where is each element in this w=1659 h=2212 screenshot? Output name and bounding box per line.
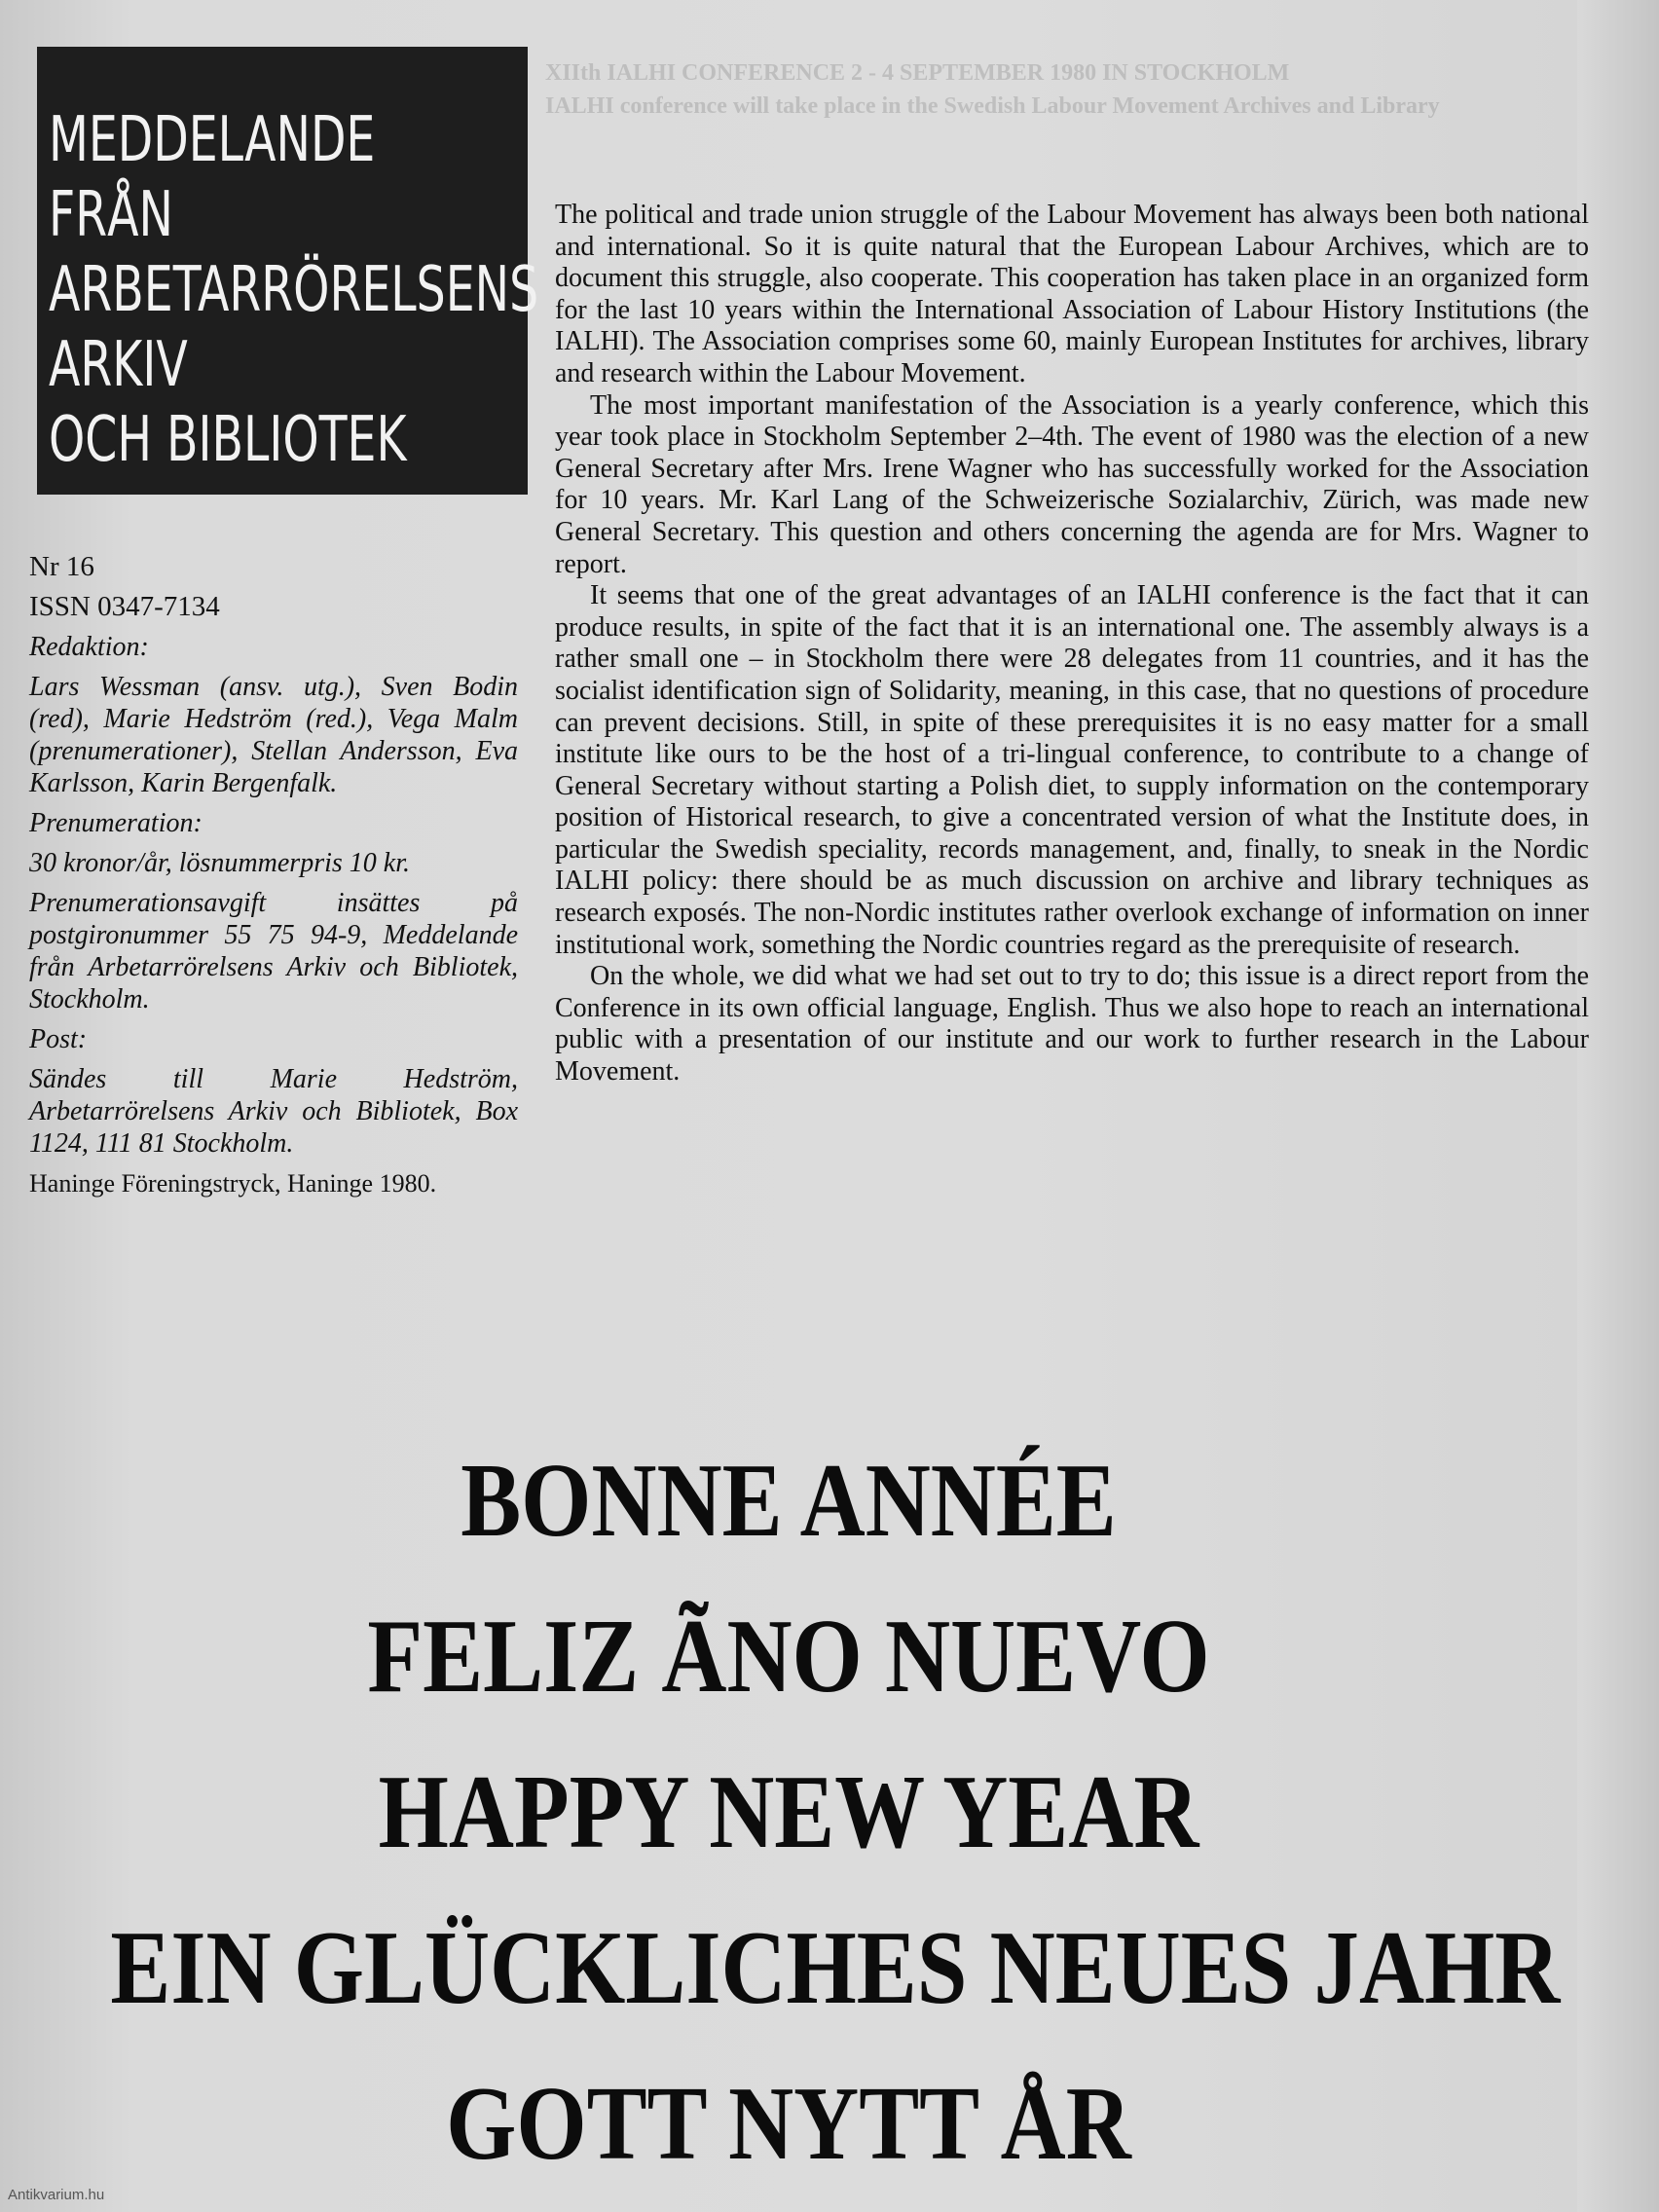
article-paragraph: It seems that one of the great advantages of an IALHI conference is the fact that it can produce results, in spite of the fact that it is an international one. The assembly always is a rather small one – in Stockholm there were 28 delegates from 11 countries, and it has the socialist identification sign of Solidarity, meaning, in this case, that no questions of procedure can prevent decisions. Still, in spite of these prerequisites it is no easy matter for a small institute like ours to be the host of a tri-lingual conference, to contribute to a change of General Secretary without starting a Polish diet, to supply information on the contemporary position of Historical research, to give a concentrated version of what the Institute does, in particular the Swedish speciality, records management, and, finally, to sneak in the Nordic IALHI policy: there should be as much discussion on archive and library techniques as research exposés. The non-Nordic institutes rather overlook exchange of information on inner institutional work, something the Nordic countries regard as the prerequisite of research. (555, 580, 1589, 960)
greeting-spanish: FELIZ ÃNO NUEVO (367, 1599, 1210, 1714)
article-body (555, 200, 1589, 1088)
watermark: Antikvarium.hu (8, 2187, 105, 2203)
masthead-line: MEDDELANDE (49, 104, 376, 176)
subscription-text: 30 kronor/år, lösnummerpris 10 kr. (29, 848, 410, 878)
masthead-line: OCH BIBLIOTEK (49, 404, 407, 476)
facing-page-edge (1577, 0, 1659, 2212)
masthead-line: ARBETARRÖRELSENS (49, 254, 539, 326)
masthead-line: FRÅN (49, 179, 173, 251)
masthead-title (49, 103, 539, 478)
show-through-line: IALHI conference will take place in the Swedish Labour Movement Archives and Library (545, 93, 1440, 119)
show-through-line: XIIth IALHI CONFERENCE 2 - 4 SEPTEMBER 1980 IN STOCKHOLM (545, 60, 1290, 86)
article-paragraph: On the whole, we did what we had set out to try to do; this issue is a direct report from the Conference in its own official language, English. Thus we also hope to reach an international public with a presentation of our institute and our work to further research in the Labour Movement. (555, 961, 1589, 1088)
editors-label: Redaktion: (29, 632, 149, 662)
subscription-label: Prenumeration: (29, 808, 203, 838)
show-through-text (545, 56, 1616, 123)
new-year-greetings (0, 1423, 1577, 2202)
printer-credit: Haninge Föreningstryck, Haninge 1980. (29, 1169, 437, 1198)
payment-text: Prenumerationsavgift insättes på postgironummer 55 75 94-9, Meddelande från Arbetarrörelsens Arkiv och Bibliotek, Stockholm. (29, 888, 518, 1014)
colophon (29, 551, 518, 1207)
editors-text: Lars Wessman (ansv. utg.), Sven Bodin (red), Marie Hedström (red.), Vega Malm (prenumerationer), Stellan Andersson, Eva Karlsson, Karin Bergenfalk. (29, 672, 518, 798)
greeting-german: EIN GLÜCKLICHES NEUES JAHR (110, 1910, 1561, 2026)
issue-number: Nr 16 (29, 551, 94, 582)
greeting-english: HAPPY NEW YEAR (378, 1754, 1199, 1870)
article-paragraph: The political and trade union struggle of the Labour Movement has always been both national and international. So it is quite natural that the European Labour Archives, which are to document this struggle, also cooperate. This cooperation has taken place in an organized form for the last 10 years within the International Association of Labour History Institutions (the IALHI). The Association comprises some 60, mainly European Institutes for archives, library and research within the Labour Movement. (555, 200, 1589, 388)
post-label: Post: (29, 1024, 88, 1054)
issn: ISSN 0347-7134 (29, 591, 220, 622)
masthead-block (37, 47, 539, 495)
masthead-line: ARKIV (49, 329, 188, 401)
greeting-swedish: GOTT NYTT ÅR (446, 2066, 1131, 2182)
article-paragraph: The most important manifestation of the Association is a yearly conference, which this year took place in Stockholm September 2–4th. The event of 1980 was the election of a new General Secretary after Mrs. Irene Wagner who has successfully worked for the Association for 10 years. Mr. Karl Lang of the Schweizerische Sozialarchiv, Zürich, was made new General Secretary. This question and others concerning the agenda are for Mrs. Wagner to report. (555, 389, 1589, 579)
greeting-french: BONNE ANNÉE (461, 1443, 1117, 1559)
post-text: Sändes till Marie Hedström, Arbetarrörelsens Arkiv och Bibliotek, Box 1124, 111 81 Stockholm. (29, 1064, 518, 1159)
